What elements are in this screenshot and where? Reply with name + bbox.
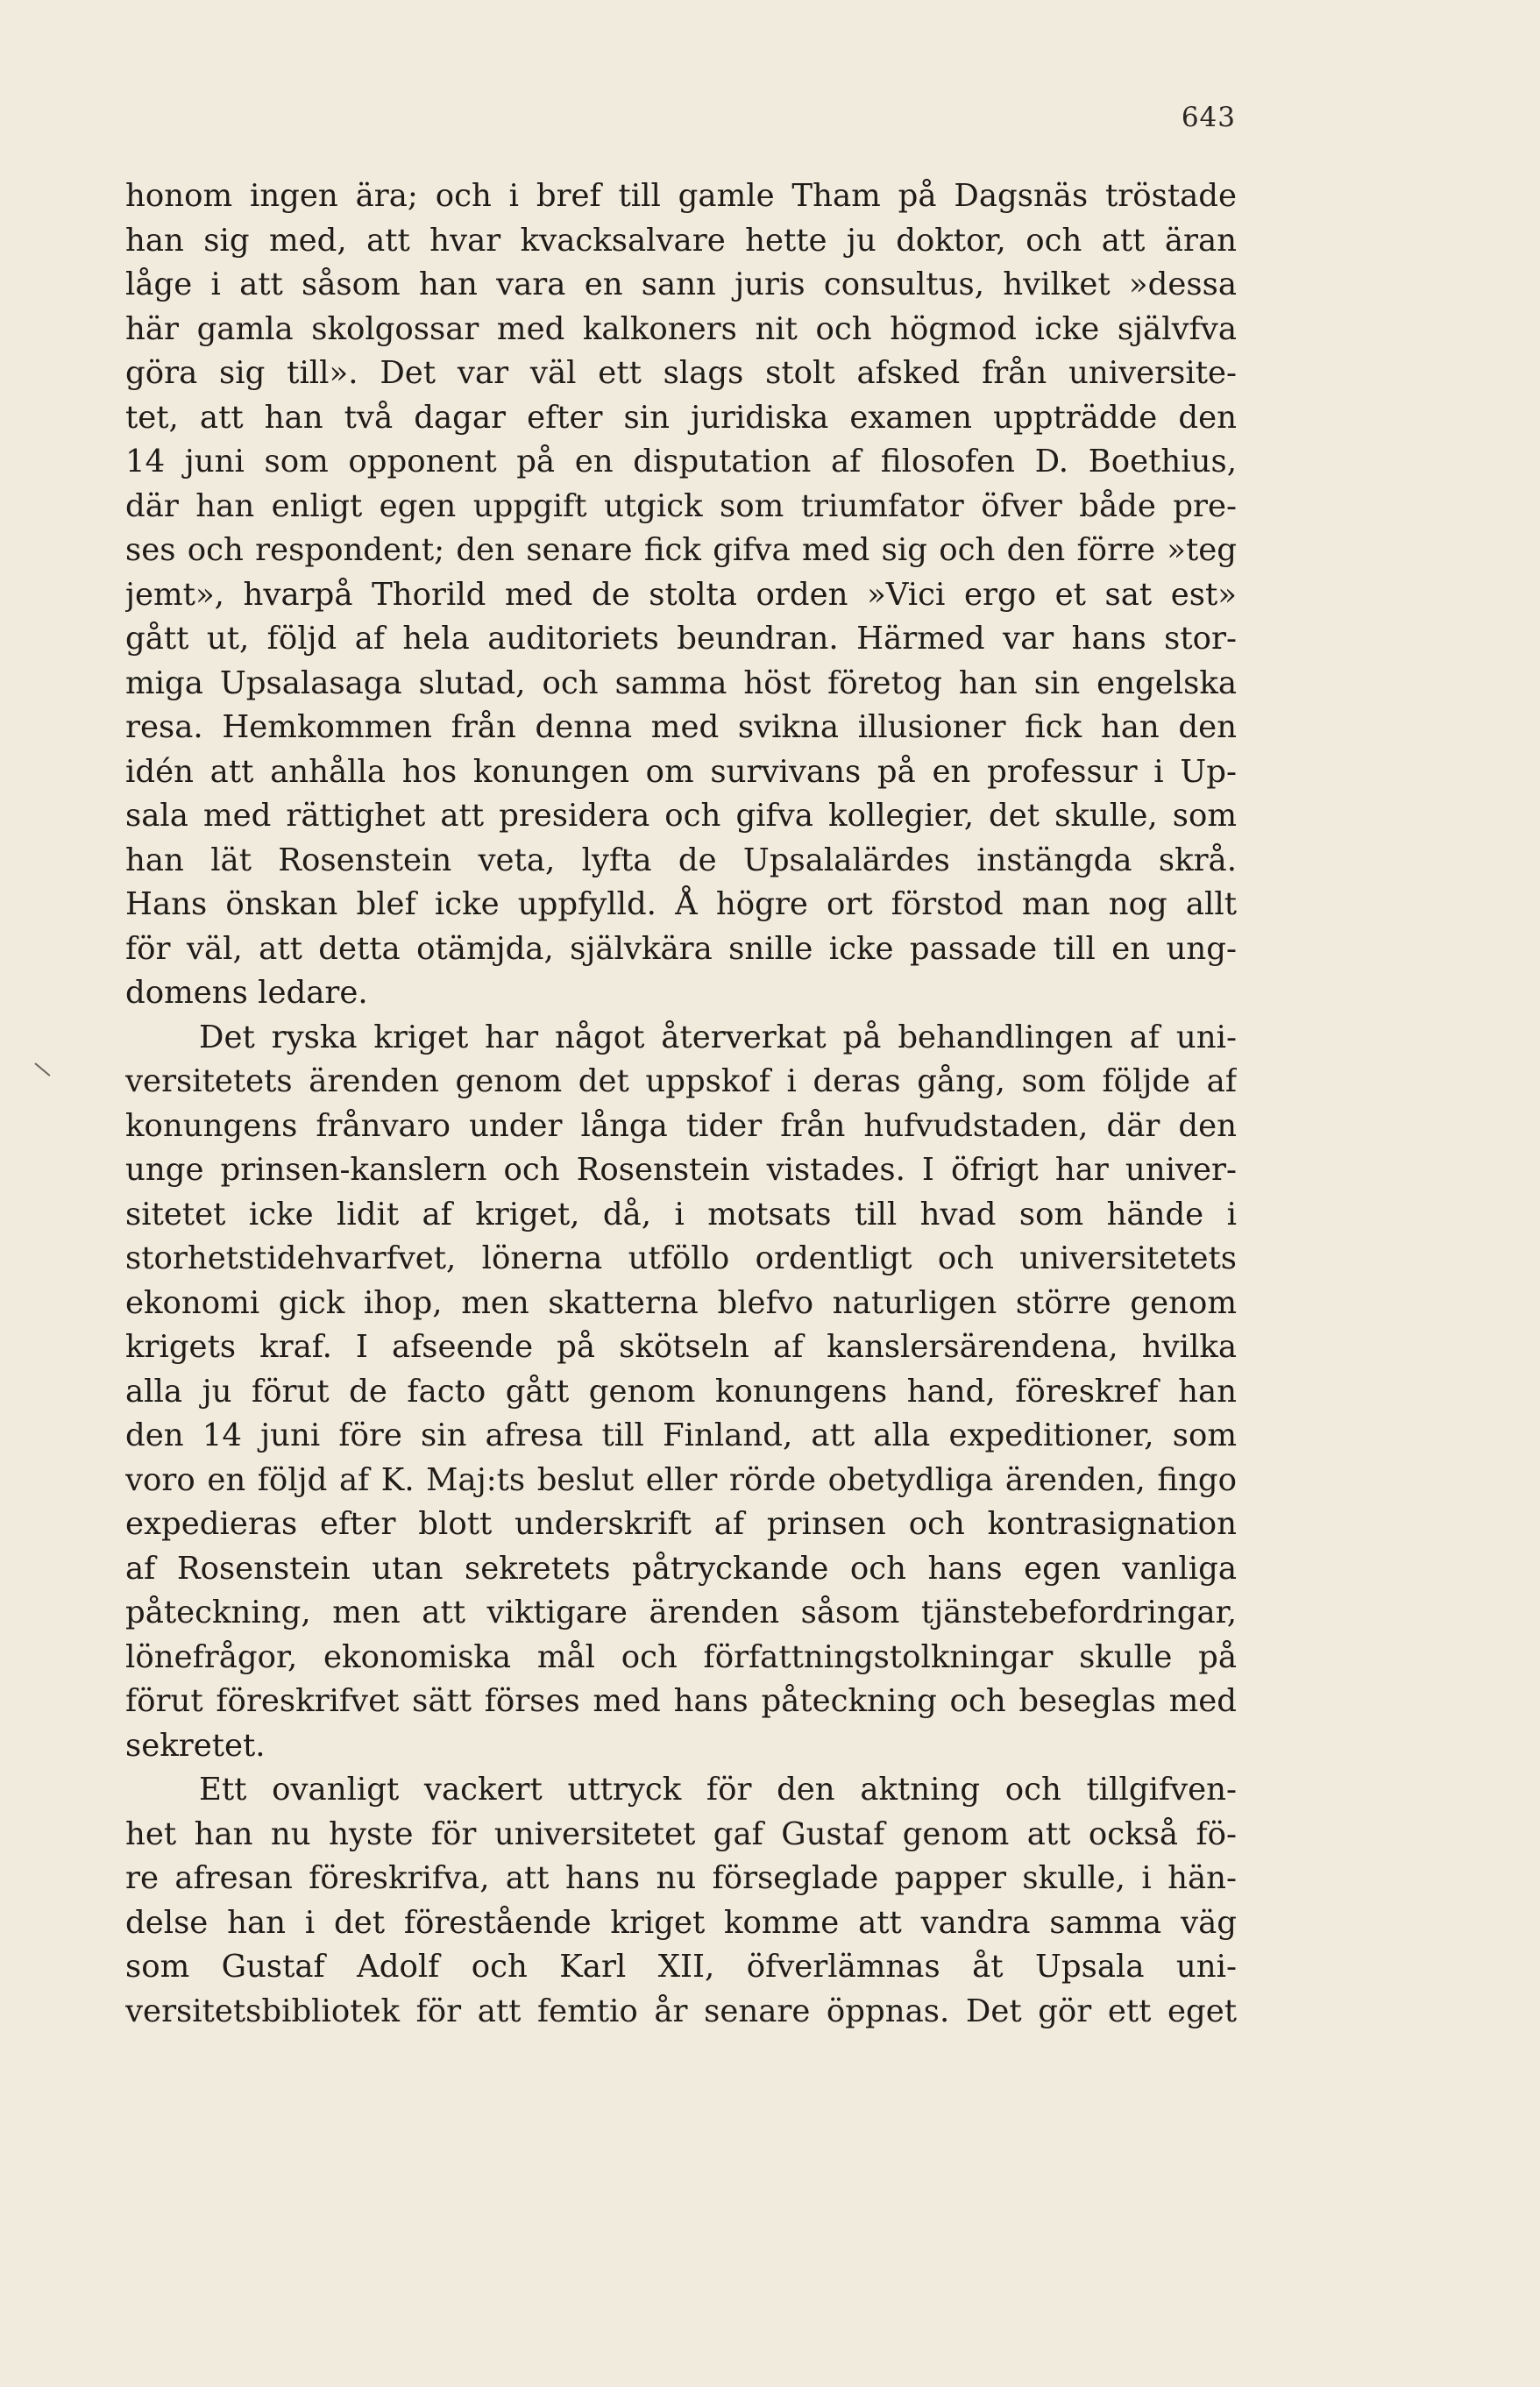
- text-line: unge prinsen-kanslern och Rosenstein vistades. I öfrigt har univer-: [125, 1152, 1237, 1188]
- text-line: voro en följd af K. Maj:ts beslut eller rörde obetydliga ärenden, fingo: [125, 1461, 1237, 1498]
- text-line: göra sig till». Det var väl ett slags stolt afsked från universite-: [125, 355, 1237, 391]
- text-line: Ett ovanligt vackert uttryck för den aktning och tillgifven-: [199, 1772, 1237, 1808]
- page-number: 643: [1181, 102, 1236, 133]
- text-line: här gamla skolgossar med kalkoners nit och högmod icke självfva: [125, 310, 1237, 347]
- text-line: gått ut, följd af hela auditoriets beundran. Härmed var hans stor-: [125, 621, 1237, 657]
- text-line: påteckning, men att viktigare ärenden såsom tjänstebefordringar,: [125, 1595, 1237, 1630]
- text-line: versitetsbibliotek för att femtio år senare öppnas. Det gör ett eget: [125, 1993, 1237, 2029]
- text-line: där han enligt egen uppgift utgick som triumfator öfver både pre-: [125, 487, 1237, 524]
- text-line: resa. Hemkommen från denna med svikna illusioner fick han den: [125, 709, 1237, 745]
- text-line: sala med rättighet att presidera och gifva kollegier, det skulle, som: [125, 798, 1237, 834]
- text-line: den 14 juni före sin afresa till Finland, att alla expeditioner, som: [125, 1417, 1237, 1453]
- text-line: honom ingen ära; och i bref till gamle Tham på Dagsnäs tröstade: [125, 178, 1237, 214]
- text-line: ses och respondent; den senare fick gifva med sig och den förre »teg: [125, 532, 1237, 568]
- text-line: 14 juni som opponent på en disputation af filosofen D. Boethius,: [125, 444, 1237, 480]
- text-line: sekretet.: [125, 1727, 266, 1764]
- text-line: tet, att han två dagar efter sin juridiska examen uppträdde den: [125, 399, 1237, 436]
- text-line: re afresan föreskrifva, att hans nu förseglade papper skulle, i hän-: [125, 1860, 1237, 1896]
- text-line: expedieras efter blott underskrift af prinsen och kontrasignation: [125, 1506, 1237, 1542]
- text-line: jemt», hvarpå Thorild med de stolta orden »Vici ergo et sat est»: [125, 576, 1237, 613]
- text-line: som Gustaf Adolf och Karl XII, öfverlämnas åt Upsala uni-: [125, 1949, 1237, 1985]
- margin-mark: [34, 1062, 50, 1076]
- text-line: af Rosenstein utan sekretets påtryckande och hans egen vanliga: [125, 1550, 1237, 1587]
- text-line: versitetets ärenden genom det uppskof i deras gång, som följde af: [125, 1063, 1237, 1099]
- text-line: Det ryska kriget har något återverkat på behandlingen af uni-: [199, 1019, 1237, 1055]
- text-line: han sig med, att hvar kvacksalvare hette ju doktor, och att äran: [125, 222, 1237, 259]
- text-line: idén att anhålla hos konungen om survivans på en professur i Up-: [125, 753, 1237, 790]
- text-line: het han nu hyste för universitetet gaf Gustaf genom att också fö-: [125, 1815, 1237, 1852]
- text-line: storhetstidehvarfvet, lönerna utföllo ordentligt och universitetets: [125, 1240, 1237, 1276]
- text-line: förut föreskrifvet sätt förses med hans påteckning och beseglas med: [125, 1683, 1237, 1719]
- text-line: Hans önskan blef icke uppfylld. Å högre ort förstod man nog allt: [125, 886, 1237, 922]
- text-line: för väl, att detta otämjda, självkära snille icke passade till en ung-: [125, 930, 1237, 967]
- text-line: han lät Rosenstein veta, lyfta de Upsalalärdes instängda skrå.: [125, 842, 1237, 878]
- text-line: delse han i det förestående kriget komme att vandra samma väg: [125, 1904, 1237, 1941]
- text-line: ekonomi gick ihop, men skatterna blefvo naturligen större genom: [125, 1284, 1237, 1321]
- text-line: domens ledare.: [125, 975, 368, 1011]
- text-line: alla ju förut de facto gått genom konungens hand, föreskref han: [125, 1373, 1237, 1410]
- text-line: sitetet icke lidit af kriget, då, i motsats till hvad som hände i: [125, 1196, 1237, 1233]
- text-line: krigets kraf. I afseende på skötseln af kanslersärendena, hvilka: [125, 1329, 1237, 1365]
- text-line: miga Upsalasaga slutad, och samma höst företog han sin engelska: [125, 664, 1237, 701]
- text-line: konungens frånvaro under långa tider från hufvudstaden, där den: [125, 1107, 1237, 1144]
- text-line: lönefrågor, ekonomiska mål och författningstolkningar skulle på: [125, 1638, 1237, 1675]
- body-text: [125, 174, 1237, 2034]
- text-line: låge i att såsom han vara en sann juris consultus, hvilket »dessa: [125, 266, 1237, 302]
